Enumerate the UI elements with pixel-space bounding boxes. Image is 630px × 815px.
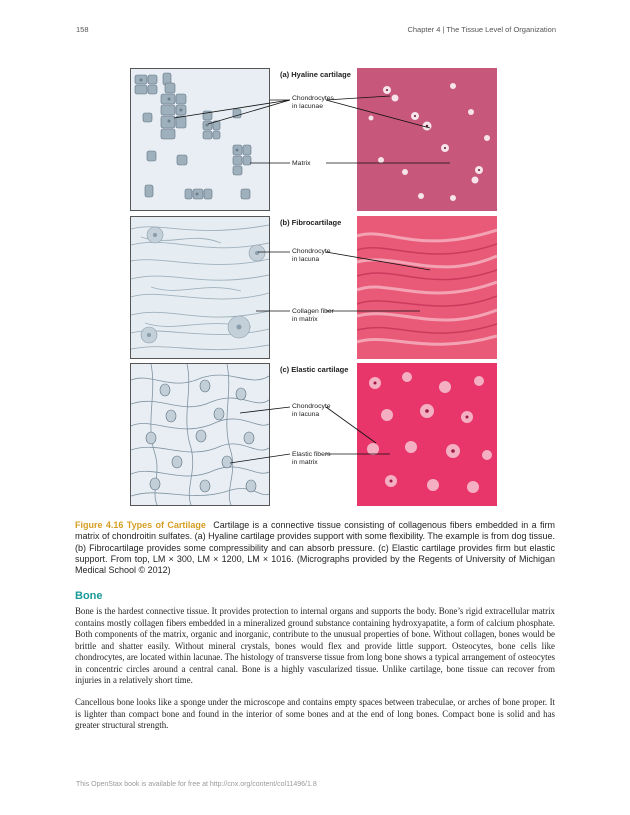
fibrocartilage-illustration: [130, 216, 270, 359]
label-chondrocyte: Chondrocyte in lacuna: [292, 403, 331, 418]
panel-title: (c) Elastic cartilage: [280, 365, 349, 374]
panel-title: (a) Hyaline cartilage: [280, 70, 351, 79]
label-chondrocyte: Chondrocyte in lacuna: [292, 248, 331, 263]
body-paragraph: Bone is the hardest connective tissue. It provides protection to internal organs and supports the body. Bone’s rigid extracellular matrix contains mostly collagen fibers embedded in a mineralized ground substance containing hydroxyapatite, a form of calcium phosphate. Both components of the matrix, organic and inorganic, contribute to the unusual properties of bone. Without collagen, bones would be brittle and shatter easily. Without mineral crystals, bones would flex and provide little support. Osteocytes, bone cells like chondrocytes, are located within lacunae. The histology of transverse tissue from long bone shows a typical arrangement of osteocytes in concentric circles around a central canal. Bone is a highly vascularized tissue. Unlike cartilage, bone tissue can recover from injuries in a relatively short time.: [75, 606, 555, 685]
chapter-title: Chapter 4 | The Tissue Level of Organization: [407, 25, 556, 34]
elastic-illustration: [130, 363, 270, 506]
hyaline-micrograph: [357, 68, 497, 211]
label-elastic-fibers: Elastic fibers in matrix: [292, 451, 331, 466]
fibrocartilage-micrograph: [357, 216, 497, 359]
label-matrix: Matrix: [292, 160, 311, 167]
figure-caption: [75, 520, 555, 576]
caption-label: Figure 4.16 Types of Cartilage: [75, 520, 206, 530]
figure-panel-elastic: [130, 363, 550, 506]
footer-note: This OpenStax book is available for free at http://cnx.org/content/col11496/1.8: [76, 781, 317, 788]
caption-text: Cartilage is a connective tissue consisting of collagenous fibers embedded in a firm matrix of chondroitin sulfates. (a) Hyaline cartilage provides support with some flexibility. The example is from dog tissue. (b) Fibrocartilage provides some compressibility and can absorb pressure. (c) Elastic cartilage provides firm but elastic support. From top, LM × 300, LM × 1200, LM × 1016. (Micrographs provided by the Regents of University of Michigan Medical School © 2012): [75, 520, 555, 576]
elastic-micrograph: [357, 363, 497, 506]
hyaline-illustration: [130, 68, 270, 211]
panel-title: (b) Fibrocartilage: [280, 218, 342, 227]
section-heading: Bone: [75, 590, 103, 602]
body-paragraph: Cancellous bone looks like a sponge under the microscope and contains empty spaces between trabeculae, or arches of bone proper. It is lighter than compact bone and found in the interior of some bones and at the end of long bones. Compact bone is solid and has greater structural strength.: [75, 697, 555, 730]
label-chondrocytes: Chondrocytes in lacunae: [292, 95, 334, 110]
figure-panel-hyaline: [130, 68, 550, 211]
figure-panel-fibrocartilage: [130, 216, 550, 359]
label-collagen-fiber: Collagen fiber in matrix: [292, 308, 334, 323]
page-number: 158: [76, 25, 89, 34]
